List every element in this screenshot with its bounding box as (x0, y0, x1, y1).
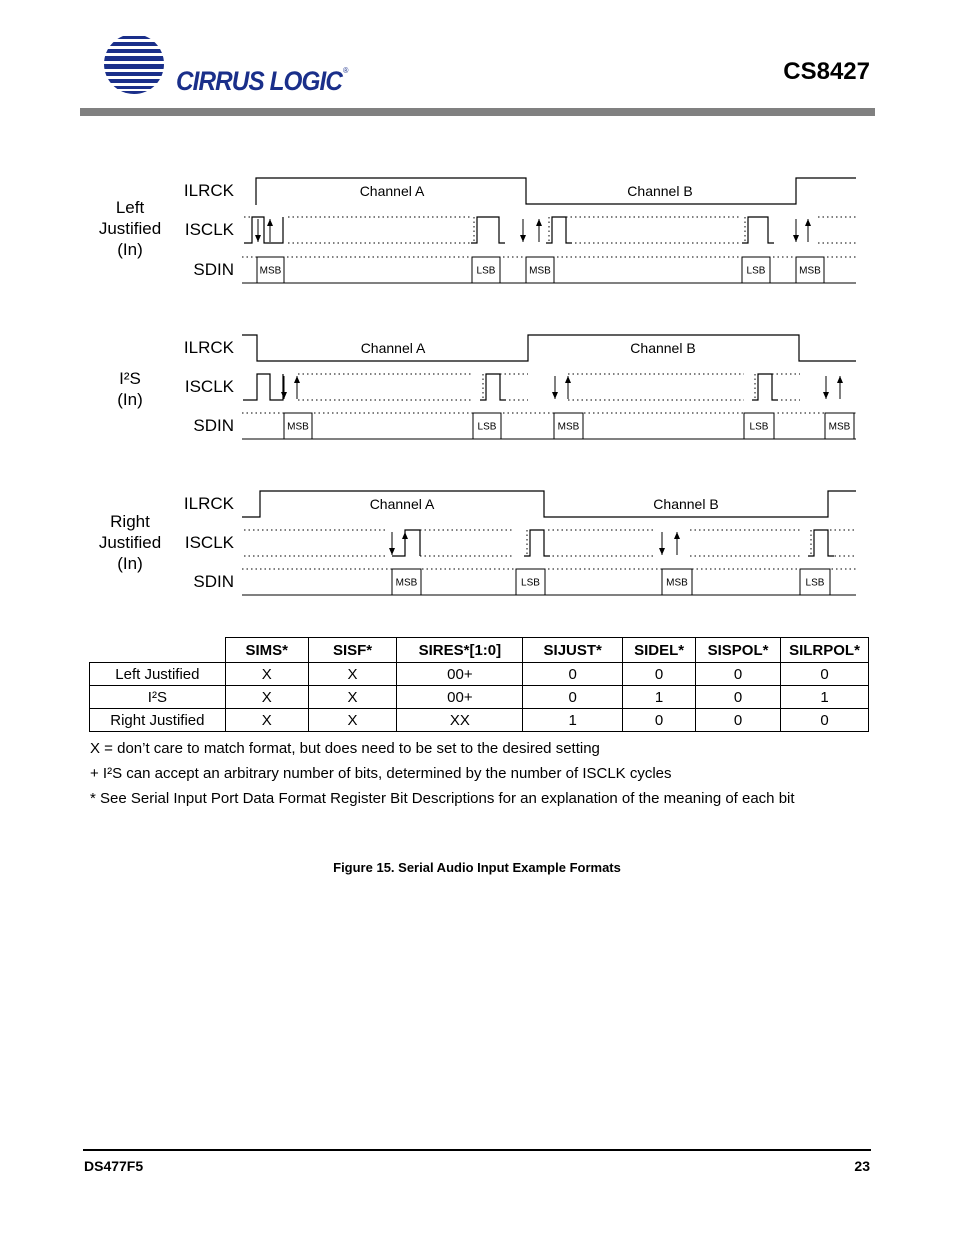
table-corner (90, 638, 226, 663)
diagram-title-line: I²S (119, 369, 141, 388)
falling-edge-arrow-head (281, 392, 287, 399)
sdin-bit-label: LSB (805, 577, 825, 589)
table-cell: 1 (780, 686, 868, 709)
isclk-pulse (546, 217, 572, 243)
rising-edge-arrow-head (565, 376, 571, 383)
diagram-title-line: Justified (98, 219, 162, 238)
sdin-bit-label: LSB (749, 421, 769, 433)
diagram-title-line: (In) (117, 240, 143, 259)
rising-edge-arrow-head (267, 219, 273, 226)
diagram-title-line: (In) (117, 390, 143, 409)
channel-label: Channel B (627, 183, 693, 199)
table-cell: X (225, 663, 308, 686)
signal-label: ILRCK (183, 494, 234, 513)
channel-label: Channel A (369, 496, 435, 512)
table-cell: 00+ (397, 663, 523, 686)
note: * See Serial Input Port Data Format Register Bit Descriptions for an explanation of the meaning of each bit (90, 790, 795, 807)
logo-text: CIRRUS LOGIC® (176, 66, 348, 96)
table-header: SIDEL* (623, 638, 696, 663)
footer-divider (83, 1149, 871, 1151)
isclk-pulse (524, 530, 550, 556)
isclk-waveform (392, 530, 420, 556)
table-cell: 1 (523, 709, 623, 732)
table-row (90, 686, 869, 709)
falling-edge-arrow-head (823, 392, 829, 399)
table-cell: X (225, 686, 308, 709)
sdin-bit-label: MSB (799, 265, 821, 277)
table-cell: 0 (623, 709, 696, 732)
signal-label: SDIN (193, 260, 234, 279)
sdin-bit-label: MSB (395, 577, 418, 589)
sdin-bit-label: MSB (259, 265, 282, 277)
falling-edge-arrow-head (255, 235, 261, 242)
note: + I²S can accept an arbitrary number of bits, determined by the number of ISCLK cycles (90, 765, 672, 782)
falling-edge-arrow-head (389, 548, 395, 555)
signal-label: ISCLK (184, 220, 234, 239)
table-header: SIRES*[1:0] (397, 638, 523, 663)
figure-caption: Figure 15. Serial Audio Input Example Formats (333, 860, 621, 875)
signal-label: ILRCK (183, 181, 234, 200)
table-cell: X (308, 686, 397, 709)
isclk-pulse (742, 217, 774, 243)
header-divider (80, 108, 875, 116)
note: X = don’t care to match format, but does need to be set to the desired setting (90, 740, 600, 757)
table-cell: I²S (90, 686, 226, 709)
channel-label: Channel B (653, 496, 719, 512)
falling-edge-arrow-head (793, 235, 799, 242)
diagram-title-line: Right (110, 512, 150, 531)
isclk-pulse (752, 374, 778, 400)
timing-diagrams (0, 160, 954, 620)
sdin-bit-label: MSB (828, 421, 851, 433)
table-cell: X (308, 709, 397, 732)
isclk-pulse (808, 530, 834, 556)
table-row (90, 709, 869, 732)
document-title: CS8427 (783, 58, 870, 85)
table-cell: 0 (696, 709, 781, 732)
table-cell: X (308, 663, 397, 686)
ilrck-waveform (242, 335, 856, 361)
sdin-bit-label: LSB (476, 265, 496, 277)
sdin-bit-label: MSB (557, 421, 580, 433)
timing-diagram (99, 491, 856, 595)
isclk-waveform (243, 374, 283, 400)
table-header-row (90, 638, 869, 663)
table-cell: 0 (696, 686, 781, 709)
table-cell: 0 (623, 663, 696, 686)
timing-diagram (117, 335, 856, 439)
channel-label: Channel A (359, 183, 425, 199)
table-header: SISF* (308, 638, 397, 663)
isclk-pulse (471, 217, 505, 243)
sdin-bit-label: LSB (477, 421, 497, 433)
table-cell: 0 (523, 663, 623, 686)
diagram-title-line: (In) (117, 554, 143, 573)
table-header: SISPOL* (696, 638, 781, 663)
table-notes (90, 740, 795, 815)
table-cell: X (225, 709, 308, 732)
ilrck-waveform (256, 178, 856, 205)
table-cell: 0 (696, 663, 781, 686)
channel-label: Channel A (360, 340, 426, 356)
table-cell: 0 (780, 709, 868, 732)
table-header: SIMS* (225, 638, 308, 663)
table-cell: 0 (523, 686, 623, 709)
falling-edge-arrow-head (552, 392, 558, 399)
table-cell: 00+ (397, 686, 523, 709)
format-table (89, 637, 869, 732)
footer-page-number: 23 (854, 1158, 870, 1174)
table-header: SIJUST* (523, 638, 623, 663)
signal-label: SDIN (193, 572, 234, 591)
table-cell: Left Justified (90, 663, 226, 686)
table-cell: XX (397, 709, 523, 732)
table-header: SILRPOL* (780, 638, 868, 663)
signal-label: SDIN (193, 416, 234, 435)
falling-edge-arrow-head (659, 548, 665, 555)
sdin-bit-label: MSB (287, 421, 309, 433)
rising-edge-arrow-head (674, 532, 680, 539)
sdin-bit-label: MSB (529, 265, 551, 277)
falling-edge-arrow-head (520, 235, 526, 242)
sdin-bit-label: LSB (746, 265, 766, 277)
rising-edge-arrow-head (536, 219, 542, 226)
signal-label: ILRCK (183, 338, 234, 357)
isclk-waveform (244, 217, 283, 243)
rising-edge-arrow-head (837, 376, 843, 383)
sdin-bit-label: MSB (666, 577, 688, 589)
table-row (90, 663, 869, 686)
timing-diagram (99, 178, 856, 283)
signal-label: ISCLK (184, 377, 234, 396)
table-cell: Right Justified (90, 709, 226, 732)
diagram-title-line: Left (115, 198, 145, 217)
rising-edge-arrow-head (294, 376, 300, 383)
footer-doc-id: DS477F5 (84, 1158, 144, 1174)
rising-edge-arrow-head (805, 219, 811, 226)
signal-label: ISCLK (184, 533, 234, 552)
ilrck-waveform (242, 491, 856, 517)
channel-label: Channel B (630, 340, 696, 356)
sdin-bit-label: LSB (521, 577, 540, 589)
rising-edge-arrow-head (402, 532, 408, 539)
table-cell: 1 (623, 686, 696, 709)
isclk-pulse (480, 374, 506, 400)
diagram-title-line: Justified (98, 533, 162, 552)
table-cell: 0 (780, 663, 868, 686)
